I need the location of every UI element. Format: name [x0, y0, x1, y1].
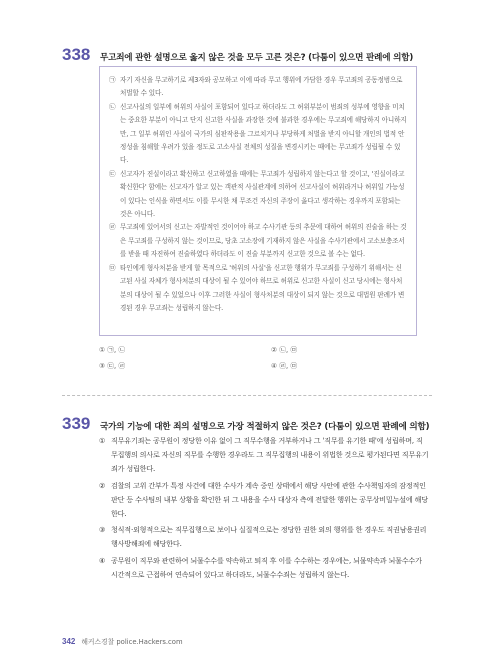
- question-text: 국가의 기능에 대한 죄의 설명으로 가장 적절하지 않은 것은? (다툼이 있으면 판례에 의함): [100, 422, 430, 432]
- statement-item: [109, 74, 407, 101]
- option-item[interactable]: [99, 479, 429, 522]
- statement-text: 타인에게 형사처분을 받게 할 목적으로 '허위의 사실'을 신고한 행위가 무고죄를 구성하기 위해서는 신고된 사실 자체가 형사처분의 대상이 될 수 있어야 하므로 허위로 신고한 사실이 신고 당시에는 형사처분의 대상이 될 수 있었으나 이후 그러한 사실이 형사처분의 대상이 되지 않는 것으로 대법원 판례가 변경된 경우 무고죄는 성립하지 않는다.: [120, 263, 405, 312]
- statement-marker: ㉡: [109, 102, 116, 111]
- question-338-header: [62, 45, 413, 65]
- question-number: 338: [62, 45, 91, 64]
- statement-marker: ㉤: [109, 263, 116, 272]
- statement-text: 신고사실의 일부에 허위의 사실이 포함되어 있다고 하더라도 그 허위부분이 범죄의 성부에 영향을 미치는 중요한 부분이 아니고 단지 신고한 사실을 과장한 것에 불과한 경우에는 무고죄에 해당하지 아니하지만, 그 일부 허위인 사실이 국가의 심판작용을 그르치거나 부당하게 처벌을 받지 아니할 개인의 법적 안정성을 침해할 우려가 있을 정도로 고소사실 전체의 성질을 변경시키는 때에는 무고죄가 성립될 수 있다.: [120, 102, 407, 165]
- option-marker: ②: [99, 480, 106, 490]
- answer-choice-3[interactable]: ③ ㉢, ㉣: [99, 362, 126, 370]
- statement-box: [99, 66, 417, 336]
- question-number: 339: [62, 414, 91, 433]
- statement-item: [109, 101, 407, 168]
- option-item[interactable]: [99, 554, 429, 582]
- statement-item: [109, 168, 407, 222]
- footer-site-text: 해커스경찰 police.Hackers.com: [81, 638, 183, 646]
- question-339-header: [62, 414, 429, 434]
- statement-marker: ㉠: [109, 76, 116, 84]
- option-marker: ④: [99, 555, 106, 565]
- page-footer: [62, 636, 183, 646]
- statement-marker: ㉣: [109, 223, 116, 232]
- statement-text: 자기 자신을 무고하기로 제3자와 공모하고 이에 따라 무고 행위에 가담한 경우 무고죄의 공동정범으로 처벌할 수 있다.: [120, 76, 403, 98]
- question-divider: [62, 395, 432, 396]
- option-text: 직무유기죄는 공무원이 정당한 이유 없이 그 직무수행을 거부하거나 그 '직무를 유기한 때'에 성립하며, 직무집행의 의사로 자신의 직무를 수행한 경우라도 그 직무집행의 내용이 위법한 것으로 평가된다면 직무유기죄가 성립한다.: [111, 436, 429, 474]
- option-list: [99, 434, 429, 584]
- statement-marker: ㉢: [109, 169, 116, 178]
- statement-text: 무고죄에 있어서의 신고는 자발적인 것이어야 하고 수사기관 등의 추문에 대하여 허위의 진술을 하는 것은 무고죄를 구성하지 않는 것이므로, 당초 고소장에 기재하지 않은 사실을 수사기관에서 고소보충조서를 받을 때 자진하여 진술하였다 하더라도 이 진술 부분까지 신고한 것으로 볼 수는 없다.: [120, 223, 407, 259]
- option-marker: ①: [99, 436, 106, 445]
- page-number: 342: [62, 637, 76, 646]
- statement-item: [109, 221, 407, 261]
- option-item[interactable]: [99, 523, 429, 551]
- statement-text: 신고자가 진실이라고 확신하고 신고하였을 때에는 무고죄가 성립하지 않는다고 할 것이고, '진실이라고 확신한다' 함에는 신고자가 알고 있는 객관적 사실관계에 의하여 신고사실이 허위라거나 허위일 가능성이 있다는 인식을 하면서도 이를 무시한 채 무조건 자신의 주장이 옳다고 생각하는 경우까지 포함되는 것은 아니다.: [120, 169, 405, 219]
- option-text: 공무원이 직무와 관련하여 뇌물수수를 약속하고 퇴직 후 이를 수수하는 경우에는, 뇌물약속과 뇌물수수가 시간적으로 근접하여 연속되어 있다고 하더라도, 뇌물수수죄는 성립하지 않는다.: [111, 555, 422, 579]
- question-text: 무고죄에 관한 설명으로 옳지 않은 것을 모두 고른 것은? (다툼이 있으면 판례에 의함): [100, 53, 414, 63]
- option-item[interactable]: [99, 434, 429, 477]
- option-text: 검찰의 고위 간부가 특정 사건에 대한 수사가 계속 중인 상태에서 해당 사안에 관한 수사책임자의 잠정적인 판단 등 수사팀의 내부 상황을 확인한 뒤 그 내용을 수사 대상자 측에 전달한 행위는 공무상비밀누설에 해당한다.: [111, 480, 428, 519]
- option-text: 청식적·외형적으로는 직무집행으로 보이나 실질적으로는 정당한 권한 외의 행위를 한 경우도 직권남용권리행사방해죄에 해당한다.: [111, 525, 427, 549]
- statement-item: [109, 262, 407, 316]
- answer-choice-4[interactable]: ④ ㉣, ㉤: [271, 362, 298, 370]
- option-marker: ③: [99, 525, 106, 535]
- answer-choice-1[interactable]: ① ㉠, ㉡: [99, 346, 126, 354]
- answer-choice-2[interactable]: ② ㉡, ㉤: [271, 346, 298, 354]
